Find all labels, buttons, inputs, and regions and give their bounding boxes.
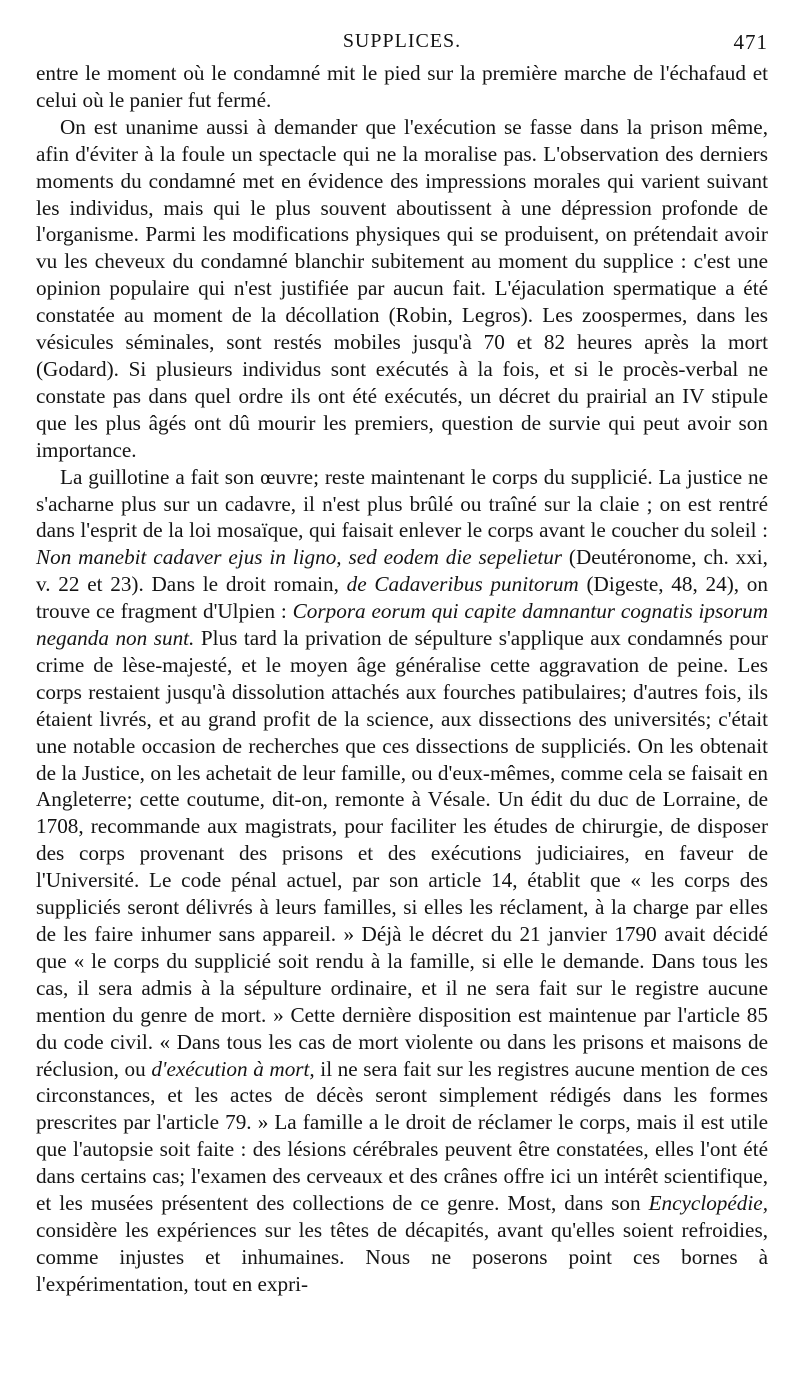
page-number: 471 [733, 30, 768, 54]
text-segment: Plus tard la privation de sépulture s'applique aux condamnés pour crime de lèse-majesté, et le moyen âge généralise cette aggravation de peine. Les corps restaient jusqu'à dissolution attachés aux fourches patibulaires; d'autres fois, ils étaient livrés, et au grand profit de la science, aux dissections des universités; c'était une notable occasion de recherches que ces dissections de suppliciés. On les obtenait de la Justice, on les achetait de leur famille, ou d'eux-mêmes, comme cela se faisait en Angleterre; cette coutume, dit-on, remonte à Vésale. Un édit du duc de Lorraine, de 1708, recommande aux magistrats, pour faciliter les études de chirurgie, de disposer des corps provenant des prisons et des exécutions judiciaires, en faveur de l'Université. Le code pénal actuel, par son article 14, établit que « les corps des suppliciés seront délivrés à leurs familles, si elles les réclament, à la charge par elles de les faire inhumer sans appareil. » Déjà le décret du 21 janvier 1790 avait décidé que « le corps du supplicié soit rendu à la famille, si elle le demande. Dans tous les cas, il sera admis à la sépulture ordinaire, et il ne sera fait sur le registre aucune mention du genre de mort. » Cette dernière disposition est maintenue par l'article 85 du code civil. « Dans tous les cas de mort violente ou dans les prisons et maisons de réclusion, ou [36, 626, 768, 1081]
italic-text-segment: de Cadaveribus punitorum [346, 572, 579, 597]
page-header [36, 24, 768, 60]
text-segment: La guillotine a fait son œuvre; reste maintenant le corps du supplicié. La justice ne s'acharne plus sur un cadavre, il n'est plus brûlé ou traîné sur la claie ; on est rentré dans l'esprit de la loi mosaïque, qui faisait enlever le corps avant le coucher du soleil : [36, 464, 768, 543]
italic-text-segment: d'exécution à mort, [151, 1056, 315, 1081]
body-text [36, 60, 768, 1298]
text-segment: considère les expériences sur les têtes de décapités, avant qu'elles soient refroidies, comme injustes et inhumaines. Nous ne poserons point ces bornes à l'expérimentation, tout en expri- [36, 1217, 768, 1296]
italic-text-segment: Encyclopédie, [648, 1191, 768, 1216]
text-segment: il ne sera fait sur les registres aucune mention de ces circonstances, et les actes de décès seront simplement rédigés dans les formes prescrites par l'article 79. » La famille a le droit de réclamer le corps, mais il est utile que l'autopsie soit faite : des lésions cérébrales peuvent être constatées, elles l'ont été dans certains cas; l'examen des cerveaux et des crânes offre ici un intérêt scientifique, et les musées présentent des collections de ce genre. Most, dans son [36, 1056, 768, 1216]
italic-text-segment: Non manebit cadaver ejus in ligno, sed eodem die sepelietur [36, 545, 563, 570]
italic-text-segment: Corpora eorum qui capite damnantur cognatis ipsorum neganda non sunt. [36, 599, 769, 651]
running-title: SUPPLICES. [342, 30, 462, 52]
text-segment: (Deutéronome, ch. xxi, v. 22 et 23). Dans le droit romain, [36, 545, 768, 597]
book-page [36, 24, 768, 1298]
paragraph [36, 60, 768, 114]
paragraph [36, 464, 768, 1298]
paragraph [36, 114, 768, 464]
text-segment: (Digeste, 48, 24), on trouve ce fragment d'Ulpien : [36, 572, 768, 624]
text-segment: entre le moment où le condamné mit le pied sur la première marche de l'échafaud et celui où le panier fut fermé. [36, 61, 768, 112]
text-segment: On est unanime aussi à demander que l'exécution se fasse dans la prison même, afin d'éviter à la foule un spectacle qui ne la moralise pas. L'observation des derniers moments du condamné met en évidence des impressions morales qui varient suivant les individus, mais qui le plus souvent aboutissent à une dépression profonde de l'organisme. Parmi les modifications physiques qui se produisent, on prétendait avoir vu les cheveux du condamné blanchir subitement au moment du supplice : c'est une opinion populaire qui n'est justifiée par aucun fait. L'éjaculation spermatique a été constatée au moment de la décollation (Robin, Legros). Les zoospermes, dans les vésicules séminales, sont restés mobiles jusqu'à 70 et 82 heures après la mort (Godard). Si plusieurs individus sont exécutés à la fois, et si le procès-verbal ne constate pas dans quel ordre ils ont été exécutés, un décret du prairial an IV stipule que les plus âgés ont dû mourir les premiers, question de survie qui peut avoir son importance. [36, 114, 768, 462]
